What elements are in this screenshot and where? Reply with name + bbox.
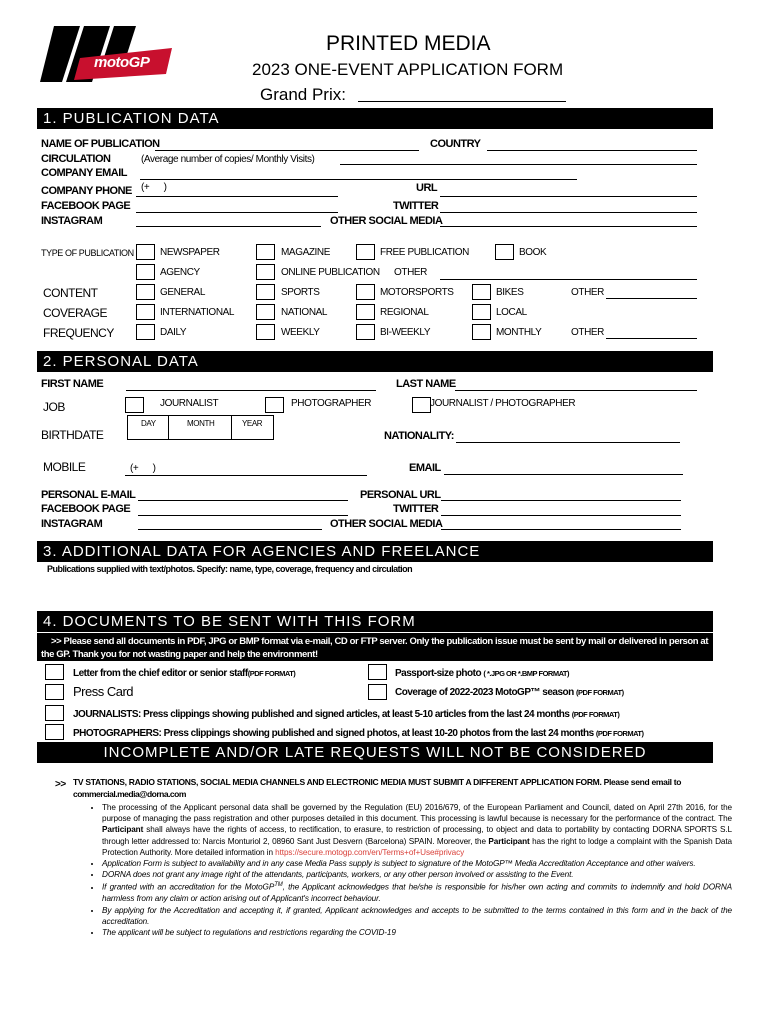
personal-instagram-field[interactable] xyxy=(138,529,322,530)
journalists-label xyxy=(73,708,619,721)
personal-other-social-label: OTHER SOCIAL MEDIA xyxy=(330,518,443,530)
personal-twitter-label: TWITTER xyxy=(393,503,439,515)
content-label: CONTENT xyxy=(43,286,98,300)
coverage-regional-label: REGIONAL xyxy=(380,307,429,318)
coverage-national-checkbox[interactable] xyxy=(256,304,275,320)
legal-note-image-rights: • DORNA does not grant any image right of the attendants, participants, workers, or any other person involved or assisting to the Event. xyxy=(102,869,732,880)
photographers-checkbox[interactable] xyxy=(45,724,64,740)
journalists-checkbox[interactable] xyxy=(45,705,64,721)
frequency-other-label: OTHER xyxy=(571,327,605,338)
content-bikes-label: BIKES xyxy=(496,287,524,298)
content-general-checkbox[interactable] xyxy=(136,284,155,300)
passport-checkbox[interactable] xyxy=(368,664,387,680)
job-journalist-label: JOURNALIST xyxy=(160,398,219,409)
frequency-weekly-checkbox[interactable] xyxy=(256,324,275,340)
letter-label xyxy=(73,667,295,680)
content-other-field[interactable] xyxy=(606,298,697,299)
content-bikes-checkbox[interactable] xyxy=(472,284,491,300)
book-label: BOOK xyxy=(519,247,547,258)
facebook-field[interactable] xyxy=(136,212,338,213)
personal-other-social-field[interactable] xyxy=(441,529,681,530)
book-checkbox[interactable] xyxy=(495,244,514,260)
circulation-label: CIRCULATION xyxy=(41,153,111,165)
magazine-label: MAGAZINE xyxy=(281,247,331,258)
birthdate-divider-2 xyxy=(231,415,232,440)
documents-instructions xyxy=(37,633,713,661)
personal-email-label: PERSONAL E-MAIL xyxy=(41,489,136,501)
mobile-prefix: (+ ) xyxy=(130,463,156,474)
photographers-label xyxy=(73,727,644,740)
coverage-doc-text: Coverage of 2022-2023 MotoGP™ season xyxy=(395,687,574,698)
letter-format: (PDF FORMAT) xyxy=(247,669,296,678)
twitter-field[interactable] xyxy=(440,212,697,213)
first-name-field[interactable] xyxy=(126,390,376,391)
legal-note-responsibility: • If granted with an accreditation for the MotoGP™, the Applicant acknowledges that he/she is responsible for his/her own acting and commits to indemnify and hold DORNA harmless from any claim or action arising out of Applicant's incorrect behaviour. xyxy=(102,880,732,904)
coverage-checkbox[interactable] xyxy=(368,684,387,700)
agency-checkbox[interactable] xyxy=(136,264,155,280)
free-publication-label: FREE PUBLICATION xyxy=(380,247,469,258)
warning-bar: INCOMPLETE AND/OR LATE REQUESTS WILL NOT BE CONSIDERED xyxy=(37,742,713,763)
instructions-line-1: >> Please send all documents in PDF, JPG or BMP format via e-mail, CD or FTP server. Only the publication issue must be sent by mail or delivered in person at xyxy=(51,636,709,647)
grand-prix-label: Grand Prix: xyxy=(260,85,346,104)
nationality-label: NATIONALITY: xyxy=(384,430,454,442)
email-field[interactable] xyxy=(444,474,683,475)
publication-name-field[interactable] xyxy=(155,150,419,151)
legal-note-covid: • The applicant will be subject to regulations and restrictions regarding the COVID-19 xyxy=(102,927,732,938)
online-publication-label: ONLINE PUBLICATION xyxy=(281,267,380,278)
birthdate-month-label: MONTH xyxy=(187,419,215,428)
coverage-international-checkbox[interactable] xyxy=(136,304,155,320)
coverage-doc-label xyxy=(395,686,624,699)
free-publication-checkbox[interactable] xyxy=(356,244,375,260)
coverage-international-label: INTERNATIONAL xyxy=(160,307,235,318)
press-card-label: Press Card xyxy=(73,684,134,699)
birthdate-label: BIRTHDATE xyxy=(41,428,104,442)
section-4-header: 4. DOCUMENTS TO BE SENT WITH THIS FORM xyxy=(37,611,713,632)
journalists-text: JOURNALISTS: Press clippings showing published and signed articles, at least 5-10 articles from the last 24 months xyxy=(73,709,570,720)
passport-format: ( *.JPG OR *.BMP FORMAT) xyxy=(483,669,570,678)
frequency-label: FREQUENCY xyxy=(43,326,114,340)
job-photographer-checkbox[interactable] xyxy=(265,397,284,413)
job-both-checkbox[interactable] xyxy=(412,397,431,413)
other-social-label: OTHER SOCIAL MEDIA xyxy=(330,215,443,227)
instructions-line-2: the GP. Thank you for not wasting paper and help the environment! xyxy=(41,649,318,660)
personal-email-field[interactable] xyxy=(138,500,348,501)
personal-twitter-field[interactable] xyxy=(441,515,681,516)
first-name-label: FIRST NAME xyxy=(41,378,104,390)
frequency-monthly-label: MONTHLY xyxy=(496,327,542,338)
legal-note-data-protection: • The processing of the Applicant personal data shall be governed by the Regulation (EU) 2016/679, of the European Parliament and Council, dated on April 27th 2016, for the purpose of managing the pass registration and other purposes detailed in this document. This processing is lawful because is necessary for the performance of the contract. The Participant shall always have the rights of access, to rectification, to erasure, to restriction of processing, to object and data to portability by contacting DORNA SPORTS S.L through letter addressed to: Narcis Monturiol 2, 08960 Sant Just Desvern (Barcelona) SPAIN. Moreover, the Participant has the right to lodge a complaint with the Spanish Data Protection Authority. More detailed information in https://secure.motogp.com/en/Terms+of+Use#privacy xyxy=(102,802,732,858)
job-journalist-checkbox[interactable] xyxy=(125,397,144,413)
birthdate-year-label: YEAR xyxy=(242,419,263,428)
url-field[interactable] xyxy=(440,196,697,197)
tv-note-line-2: commercial.media@dorna.com xyxy=(73,789,186,799)
mobile-label: MOBILE xyxy=(43,460,86,474)
grand-prix-field[interactable] xyxy=(358,101,566,102)
personal-facebook-field[interactable] xyxy=(138,515,348,516)
passport-label-text: Passport-size photo xyxy=(395,668,482,679)
email-label: EMAIL xyxy=(409,462,441,474)
legal-notes xyxy=(86,802,732,938)
motogp-logo xyxy=(40,20,180,92)
job-photographer-label: PHOTOGRAPHER xyxy=(291,398,372,409)
job-label: JOB xyxy=(43,400,65,414)
content-sports-checkbox[interactable] xyxy=(256,284,275,300)
publication-name-label: NAME OF PUBLICATION xyxy=(41,138,160,150)
additional-data-field[interactable] xyxy=(37,576,713,610)
coverage-local-checkbox[interactable] xyxy=(472,304,491,320)
newspaper-checkbox[interactable] xyxy=(136,244,155,260)
coverage-national-label: NATIONAL xyxy=(281,307,328,318)
frequency-daily-checkbox[interactable] xyxy=(136,324,155,340)
additional-data-hint: Publications supplied with text/photos. Specify: name, type, coverage, frequency and circulation xyxy=(47,564,413,574)
content-motorsports-checkbox[interactable] xyxy=(356,284,375,300)
content-general-label: GENERAL xyxy=(160,287,205,298)
photographers-format: (PDF FORMAT) xyxy=(595,729,644,738)
coverage-doc-format: (PDF FORMAT) xyxy=(576,688,624,697)
section-1-header: 1. PUBLICATION DATA xyxy=(37,108,713,129)
tv-note-line-1: TV STATIONS, RADIO STATIONS, SOCIAL MEDIA CHANNELS AND ELECTRONIC MEDIA MUST SUBMIT A DIFFERENT APPLICATION FORM. Please send email to xyxy=(73,777,682,787)
country-field[interactable] xyxy=(487,150,697,151)
instagram-label: INSTAGRAM xyxy=(41,215,103,227)
agency-label: AGENCY xyxy=(160,267,200,278)
frequency-daily-label: DAILY xyxy=(160,327,187,338)
frequency-weekly-label: WEEKLY xyxy=(281,327,320,338)
job-both-label: JOURNALIST / PHOTOGRAPHER xyxy=(430,398,576,409)
other-social-field[interactable] xyxy=(440,226,697,227)
personal-facebook-label: FACEBOOK PAGE xyxy=(41,503,131,515)
magazine-checkbox[interactable] xyxy=(256,244,275,260)
legal-note-availability: • Application Form is subject to availability and in any case Media Pass supply is subject to signature of the MotoGP™ Media Accreditation Acceptance and other waivers. xyxy=(102,858,732,869)
coverage-label: COVERAGE xyxy=(43,306,108,320)
instagram-field[interactable] xyxy=(136,226,321,227)
frequency-monthly-checkbox[interactable] xyxy=(472,324,491,340)
photographers-text: PHOTOGRAPHERS: Press clippings showing published and signed photos, at least 10-20 photos from the last 24 months xyxy=(73,728,594,739)
twitter-label: TWITTER xyxy=(393,200,439,212)
circulation-hint: (Average number of copies/ Monthly Visits) xyxy=(141,154,315,165)
url-label: URL xyxy=(416,182,438,194)
journalists-format: (PDF FORMAT) xyxy=(571,710,620,719)
letter-checkbox[interactable] xyxy=(45,664,64,680)
circulation-field[interactable] xyxy=(340,164,697,165)
birthdate-day-label: DAY xyxy=(141,419,156,428)
passport-label xyxy=(395,667,569,680)
coverage-regional-checkbox[interactable] xyxy=(356,304,375,320)
last-name-field[interactable] xyxy=(455,390,697,391)
company-phone-label: COMPANY PHONE xyxy=(41,185,132,197)
company-phone-prefix: (+ ) xyxy=(141,182,167,193)
nationality-field[interactable] xyxy=(456,442,680,443)
birthdate-divider-1 xyxy=(168,415,169,440)
type-other-label: OTHER xyxy=(394,267,428,278)
coverage-local-label: LOCAL xyxy=(496,307,527,318)
legal-note-acceptance: • By applying for the Accreditation and accepting it, if granted, Applicant acknowledges and accepts to be submitted to the terms contained in this form and in the back of the accreditation. xyxy=(102,905,732,927)
personal-instagram-label: INSTAGRAM xyxy=(41,518,103,530)
privacy-link[interactable]: https://secure.motogp.com/en/Terms+of+Use#privacy xyxy=(275,847,465,857)
online-publication-checkbox[interactable] xyxy=(256,264,275,280)
content-motorsports-label: MOTORSPORTS xyxy=(380,287,454,298)
last-name-label: LAST NAME xyxy=(396,378,456,390)
type-of-publication-label: TYPE OF PUBLICATION xyxy=(41,248,134,258)
frequency-biweekly-label: BI-WEEKLY xyxy=(380,327,431,338)
frequency-other-field[interactable] xyxy=(606,338,697,339)
country-label: COUNTRY xyxy=(430,138,481,150)
logo-text: motoGP xyxy=(94,54,150,71)
frequency-biweekly-checkbox[interactable] xyxy=(356,324,375,340)
section-2-header: 2. PERSONAL DATA xyxy=(37,351,713,372)
company-email-field[interactable] xyxy=(140,179,577,180)
personal-url-label: PERSONAL URL xyxy=(360,489,441,501)
personal-url-field[interactable] xyxy=(441,500,681,501)
content-sports-label: SPORTS xyxy=(281,287,320,298)
press-card-checkbox[interactable] xyxy=(45,684,64,700)
form-subtitle: 2023 ONE-EVENT APPLICATION FORM xyxy=(252,60,564,79)
page-title: PRINTED MEDIA xyxy=(326,32,491,55)
newspaper-label: NEWSPAPER xyxy=(160,247,220,258)
mobile-field[interactable] xyxy=(125,475,367,476)
section-3-header: 3. ADDITIONAL DATA FOR AGENCIES AND FREELANCE xyxy=(37,541,713,562)
letter-label-text: Letter from the chief editor or senior staff xyxy=(73,668,248,679)
content-other-label: OTHER xyxy=(571,287,605,298)
company-email-label: COMPANY EMAIL xyxy=(41,167,127,179)
facebook-label: FACEBOOK PAGE xyxy=(41,200,131,212)
tv-note-arrow: >> xyxy=(55,779,66,790)
type-other-field[interactable] xyxy=(440,279,697,280)
company-phone-field[interactable] xyxy=(136,196,338,197)
